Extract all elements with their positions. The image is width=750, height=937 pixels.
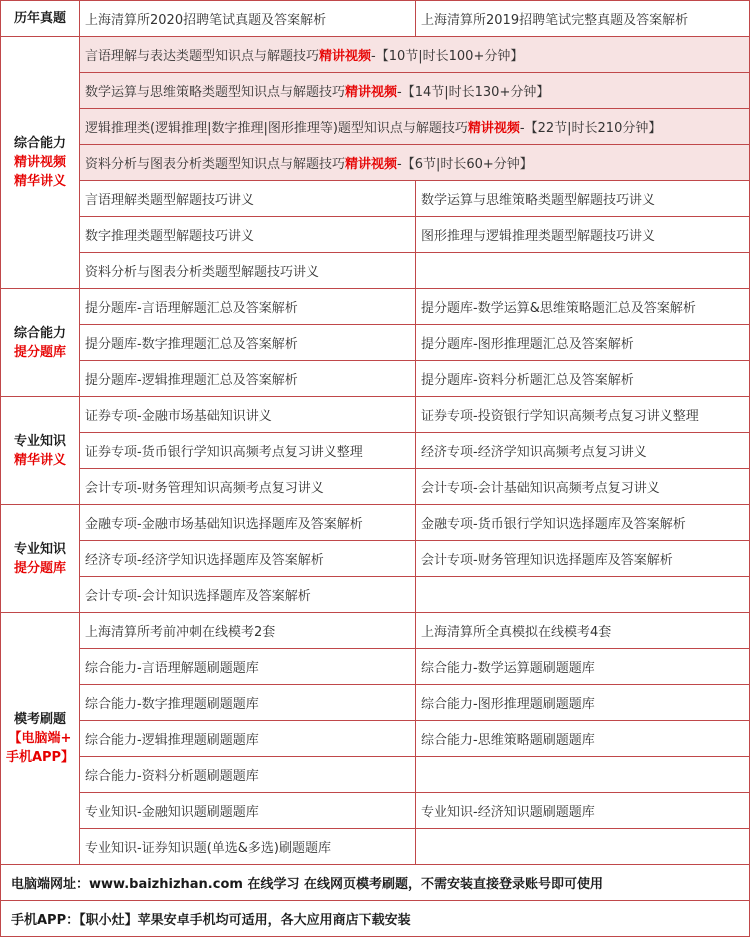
footer-web: 电脑端网址：www.baizhizhan.com 在线学习 在线网页模考刷题，不需安装直接登录账号即可使用 [0, 864, 750, 901]
mock-item[interactable]: 综合能力-言语理解题刷题题库 [79, 648, 416, 685]
pro-notes-item[interactable]: 证券专项-投资银行学知识高频考点复习讲义整理 [415, 396, 750, 433]
pro-notes-item[interactable]: 经济专项-经济学知识高频考点复习讲义 [415, 432, 750, 469]
category-label: 综合能力 [13, 325, 66, 341]
video-meta: -【10节|时长100+分钟】 [371, 49, 524, 64]
mock-item[interactable]: 专业知识-证券知识题(单选&多选)刷题题库 [79, 828, 416, 865]
video-meta: -【6节|时长60+分钟】 [397, 157, 533, 172]
bank-item[interactable]: 提分题库-逻辑推理题汇总及答案解析 [79, 360, 416, 397]
video-row-language[interactable] [79, 36, 750, 73]
mock-item[interactable]: 综合能力-资料分析题刷题题库 [79, 756, 416, 793]
handout-item[interactable]: 数学运算与思维策略类题型解题技巧讲义 [415, 180, 750, 217]
video-title: 数学运算与思维策略类题型知识点与解题技巧 [85, 85, 346, 100]
pro-notes-item[interactable]: 证券专项-货币银行学知识高频考点复习讲义整理 [79, 432, 416, 469]
bank-item[interactable]: 提分题库-图形推理题汇总及答案解析 [415, 324, 750, 361]
pro-notes-item[interactable]: 证券专项-金融市场基础知识讲义 [79, 396, 416, 433]
category-sublabel: 精华讲义 [13, 174, 66, 189]
video-highlight: 精讲视频 [467, 121, 520, 136]
video-highlight: 精讲视频 [345, 85, 398, 100]
mock-item[interactable]: 综合能力-逻辑推理题刷题题库 [79, 720, 416, 757]
category-sublabel: 提分题库 [13, 344, 66, 360]
video-row-data[interactable] [79, 144, 750, 181]
mock-item[interactable]: 上海清算所全真模拟在线模考4套 [415, 612, 750, 649]
category-label: 专业知识 [13, 433, 66, 449]
pro-bank-item[interactable]: 会计专项-会计知识选择题库及答案解析 [79, 576, 416, 613]
category-label: 历年真题 [13, 11, 66, 26]
empty-cell [415, 252, 750, 289]
mock-item[interactable]: 专业知识-经济知识题刷题题库 [415, 792, 750, 829]
category-sublabel: 提分题库 [13, 560, 66, 576]
video-highlight: 精讲视频 [345, 157, 398, 172]
mock-item[interactable]: 综合能力-数字推理题刷题题库 [79, 684, 416, 721]
mock-item[interactable]: 综合能力-数学运算题刷题题库 [415, 648, 750, 685]
handout-item[interactable]: 数字推理类题型解题技巧讲义 [79, 216, 416, 253]
pro-notes-item[interactable]: 会计专项-会计基础知识高频考点复习讲义 [415, 468, 750, 505]
video-title: 逻辑推理类(逻辑推理|数字推理|图形推理等)题型知识点与解题技巧 [85, 121, 468, 136]
pro-bank-item[interactable]: 金融专项-金融市场基础知识选择题库及答案解析 [79, 504, 416, 541]
category-label: 模考刷题 [13, 712, 66, 727]
category-past-papers [0, 0, 80, 37]
video-meta: -【14节|时长130+分钟】 [397, 85, 550, 100]
category-pro-notes [0, 396, 80, 505]
mock-item[interactable]: 专业知识-金融知识题刷题题库 [79, 792, 416, 829]
handout-item[interactable]: 图形推理与逻辑推理类题型解题技巧讲义 [415, 216, 750, 253]
category-label: 专业知识 [13, 541, 66, 557]
footer-app: 手机APP：【职小灶】苹果安卓手机均可适用，各大应用商店下载安装 [0, 900, 750, 937]
category-label: 综合能力 [13, 136, 66, 151]
video-row-math[interactable] [79, 72, 750, 109]
category-sublabel: 手机APP】 [5, 750, 75, 765]
video-title: 言语理解与表达类题型知识点与解题技巧 [85, 49, 320, 64]
video-row-logic[interactable] [79, 108, 750, 145]
past-paper-2019[interactable]: 上海清算所2019招聘笔试完整真题及答案解析 [415, 0, 750, 37]
mock-item[interactable]: 综合能力-思维策略题刷题题库 [415, 720, 750, 757]
empty-cell [415, 576, 750, 613]
pro-bank-item[interactable]: 会计专项-财务管理知识选择题库及答案解析 [415, 540, 750, 577]
category-sublabel: 精华讲义 [13, 452, 66, 468]
bank-item[interactable]: 提分题库-数字推理题汇总及答案解析 [79, 324, 416, 361]
video-title: 资料分析与图表分析类题型知识点与解题技巧 [85, 157, 346, 172]
mock-item[interactable]: 上海清算所考前冲刺在线模考2套 [79, 612, 416, 649]
category-pro-bank [0, 504, 80, 613]
bank-item[interactable]: 提分题库-数学运算&思维策略题汇总及答案解析 [415, 288, 750, 325]
handout-item[interactable]: 资料分析与图表分析类题型解题技巧讲义 [79, 252, 416, 289]
pro-bank-item[interactable]: 经济专项-经济学知识选择题库及答案解析 [79, 540, 416, 577]
category-sublabel: 精讲视频 [13, 155, 66, 170]
category-bank [0, 288, 80, 397]
video-meta: -【22节|时长210分钟】 [519, 121, 662, 136]
handout-item[interactable]: 言语理解类题型解题技巧讲义 [79, 180, 416, 217]
video-highlight: 精讲视频 [319, 49, 372, 64]
bank-item[interactable]: 提分题库-言语理解题汇总及答案解析 [79, 288, 416, 325]
category-mock [0, 612, 80, 865]
pro-notes-item[interactable]: 会计专项-财务管理知识高频考点复习讲义 [79, 468, 416, 505]
mock-item[interactable]: 综合能力-图形推理题刷题题库 [415, 684, 750, 721]
category-sublabel: 【电脑端+ [8, 731, 72, 746]
empty-cell [415, 828, 750, 865]
pro-bank-item[interactable]: 金融专项-货币银行学知识选择题库及答案解析 [415, 504, 750, 541]
empty-cell [415, 756, 750, 793]
category-video [0, 36, 80, 289]
past-paper-2020[interactable]: 上海清算所2020招聘笔试真题及答案解析 [79, 0, 416, 37]
bank-item[interactable]: 提分题库-资料分析题汇总及答案解析 [415, 360, 750, 397]
